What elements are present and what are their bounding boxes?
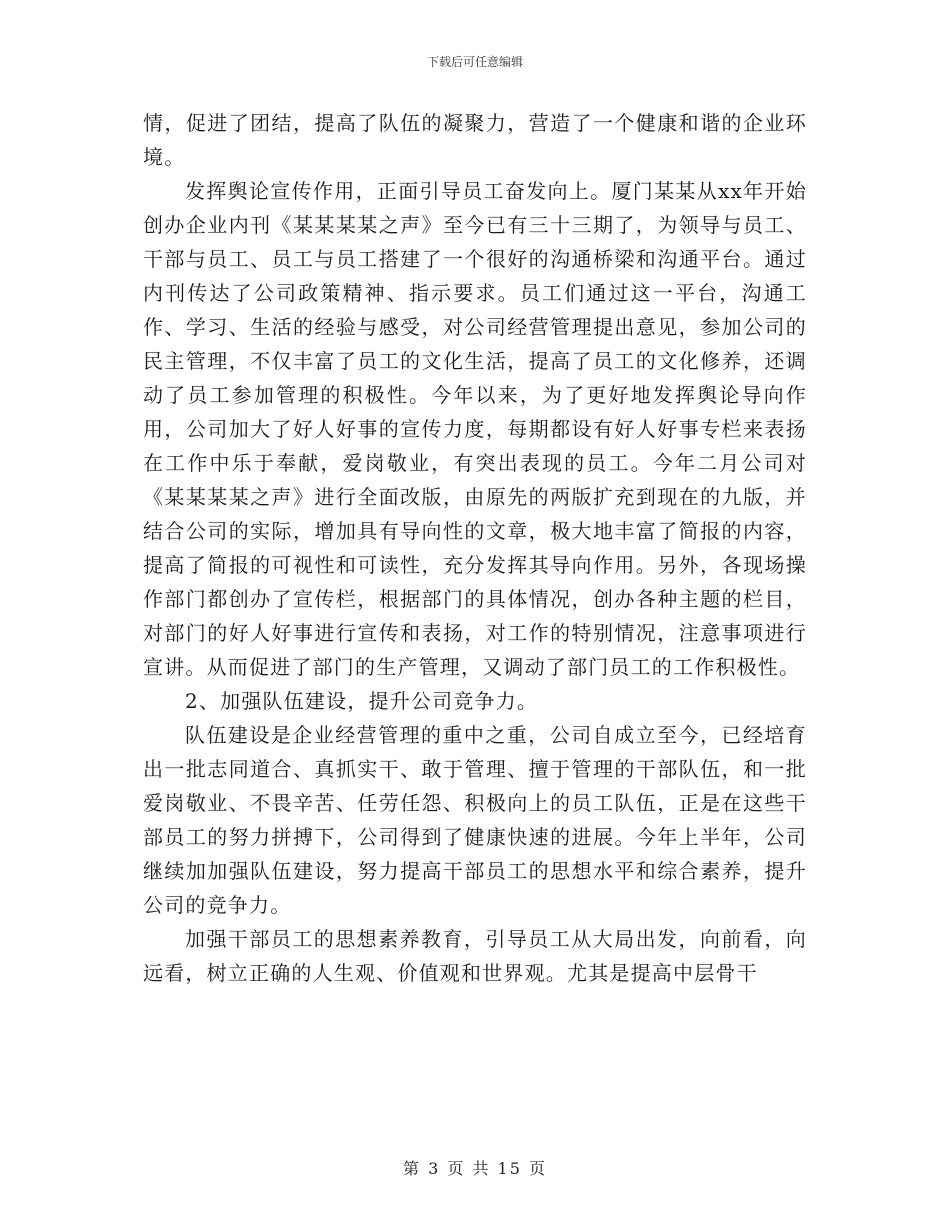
paragraph-team-building: 队伍建设是企业经营管理的重中之重，公司自成立至今，已经培育出一批志同道合、真抓实干、敢于管理、擅于管理的干部队伍，和一批爱岗敬业、不畏辛苦、任劳任怨、积极向上的员工队伍，正是在这些干部员工的努力拼搏下，公司得到了健康快速的进展。今年上半年，公司继续加加强队伍建设，努力提高干部员工的思想水平和综合素养，提升公司的竞争力。 bbox=[143, 723, 807, 917]
section-heading: 2、加强队伍建设，提升公司竞争力。 bbox=[185, 689, 539, 713]
page-header: 下载后可任意编辑 bbox=[426, 55, 523, 69]
page-number-footer: 第 3 页 共 15 页 bbox=[403, 1159, 547, 1178]
paragraph-continued: 情，促进了团结，提高了队伍的凝聚力，营造了一个健康和谐的企业环境。 bbox=[143, 111, 807, 169]
paragraph-education: 加强干部员工的思想素养教育，引导员工从大局出发，向前看，向远看，树立正确的人生观、价值观和世界观。尤其是提高中层骨干 bbox=[143, 927, 807, 985]
document-body bbox=[143, 106, 807, 990]
paragraph-publicity: 发挥舆论宣传作用，正面引导员工奋发向上。厦门某某从xx年开始创办企业内刊《某某某某之声》至今已有三十三期了，为领导与员工、干部与员工、员工与员工搭建了一个很好的沟通桥梁和沟通平台。通过内刊传达了公司政策精神、指示要求。员工们通过这一平台，沟通工作、学习、生活的经验与感受，对公司经营管理提出意见，参加公司的民主管理，不仅丰富了员工的文化生活，提高了员工的文化修养，还调动了员工参加管理的积极性。今年以来，为了更好地发挥舆论导向作用，公司加大了好人好事的宣传力度，每期都设有好人好事专栏来表扬在工作中乐于奉献，爱岗敬业，有突出表现的员工。今年二月公司对《某某某某之声》进行全面改版，由原先的两版扩充到现在的九版，并结合公司的实际，增加具有导向性的文章，极大地丰富了简报的内容，提高了简报的可视性和可读性，充分发挥其导向作用。另外，各现场操作部门都创办了宣传栏，根据部门的具体情况，创办各种主题的栏目，对部门的好人好事进行宣传和表扬，对工作的特别情况，注意事项进行宣讲。从而促进了部门的生产管理，又调动了部门员工的工作积极性。 bbox=[143, 179, 807, 679]
